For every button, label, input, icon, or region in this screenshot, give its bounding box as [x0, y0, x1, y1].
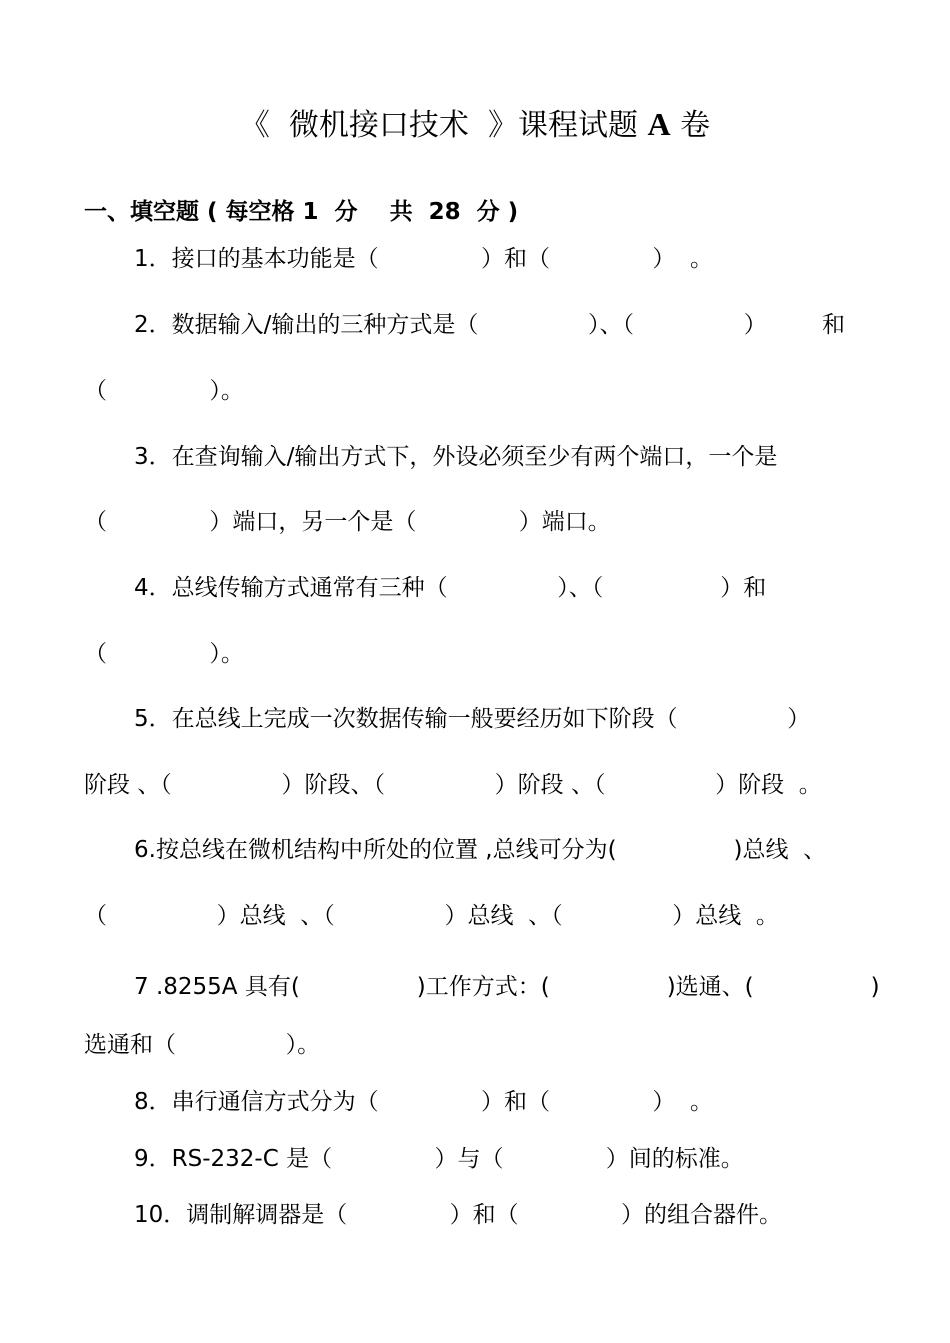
question-8: 8．串行通信方式分为（ ）和（ ） 。 [134, 1089, 713, 1115]
question-2-line-2: （ ）。 [84, 378, 244, 404]
title-text-2: 卷 [670, 108, 711, 143]
question-1: 1．接口的基本功能是（ ）和（ ） 。 [134, 246, 713, 272]
question-6-line-1: 6.按总线在微机结构中所处的位置 ,总线可分为( )总线 、 [134, 837, 827, 863]
question-5-line-1: 5．在总线上完成一次数据传输一般要经历如下阶段（ ） [134, 706, 811, 732]
question-3-line-2: （ ）端口，另一个是（ ）端口。 [84, 509, 611, 535]
question-9: 9．RS-232-C 是（ ）与（ ）间的标准。 [134, 1146, 744, 1172]
question-3-line-1: 3．在查询输入/输出方式下，外设必须至少有两个端口，一个是 [134, 444, 778, 470]
question-5-line-2: 阶段 、（ ）阶段、（ ）阶段 、（ ）阶段 。 [84, 772, 822, 798]
question-6-line-2: （ ）总线 、（ ）总线 、（ ）总线 。 [84, 903, 779, 929]
question-4-line-1: 4．总线传输方式通常有三种（ ）、（ ）和 [134, 575, 767, 601]
question-2-line-1: 2．数据输入/输出的三种方式是（ ）、（ ） [134, 312, 767, 338]
question-7-line-1: 7 .8255A 具有( )工作方式：( )选通、( ) [134, 974, 880, 1000]
question-10: 10．调制解调器是（ ）和（ ）的组合器件。 [134, 1202, 782, 1228]
exam-title [0, 100, 950, 144]
question-4-line-2: （ ）。 [84, 641, 244, 667]
question-7-line-2: 选通和（ ）。 [84, 1032, 321, 1058]
question-2-line-1-end: 和 [822, 312, 845, 338]
title-text-letter: A [647, 106, 671, 142]
title-text-1: 《 微机接口技术 》课程试题 [239, 108, 648, 143]
section-heading-fill-blank: 一、填空题 ( 每空格 1 分 共 28 分 ) [84, 199, 519, 225]
